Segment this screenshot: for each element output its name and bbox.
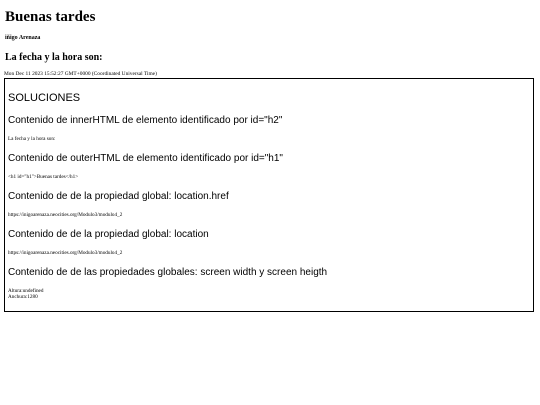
section-value-outerhtml: <h1 id="h1">Buenas tardes</h1> — [8, 174, 79, 180]
section-value-screen-width: Anchura:1280 — [8, 294, 38, 300]
section-value-screen-height: Altura:undefined — [8, 288, 44, 294]
section-value-location-href: https://inigoarenaza.neocities.org/Modulo3/modulo4_2 — [8, 212, 123, 218]
solutions-title: SOLUCIONES — [8, 92, 81, 104]
section-value-location: https://inigoarenaza.neocities.org/Modulo3/modulo4_2 — [8, 250, 123, 256]
section-value-innerhtml: La fecha y la hora son: — [8, 136, 56, 142]
section-heading-outerhtml: Contenido de outerHTML de elemento identificado por id="h1" — [8, 153, 283, 164]
page-greeting-heading: Buenas tardes — [5, 9, 96, 25]
section-heading-location: Contenido de de la propiedad global: location — [8, 229, 209, 240]
section-heading-screen: Contenido de de las propiedades globales: screen width y screen heigth — [8, 267, 328, 278]
date-heading: La fecha y la hora son: — [5, 52, 103, 63]
section-heading-innerhtml: Contenido de innerHTML de elemento identificado por id="h2" — [8, 115, 283, 126]
author-name: iñigo Arenaza — [5, 35, 41, 41]
solutions-panel — [4, 78, 534, 312]
current-datetime: Mon Dec 11 2023 15:52:27 GMT+0000 (Coordinated Universal Time) — [4, 71, 157, 77]
section-heading-location-href: Contenido de de la propiedad global: location.href — [8, 191, 229, 202]
